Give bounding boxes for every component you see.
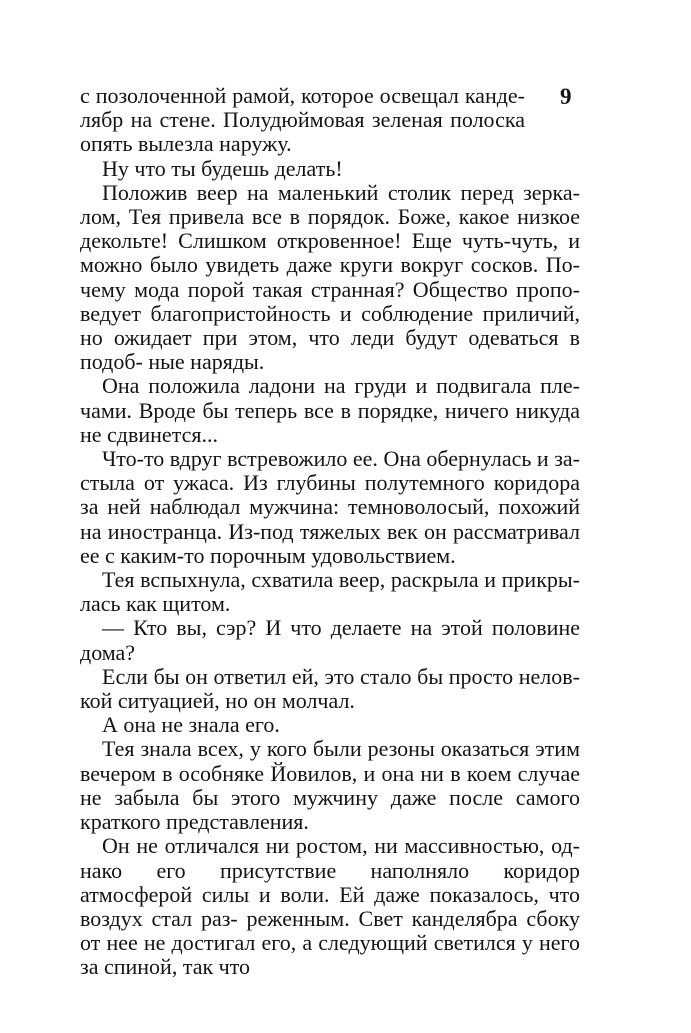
body-text <box>80 84 580 980</box>
paragraph: Ну что ты будешь делать! <box>102 155 343 181</box>
paragraph: Если бы он ответил ей, это стало бы просто нелов- кой ситуацией, но он молчал. <box>80 663 580 714</box>
paragraph: — Кто вы, сэр? И что делаете на этой половине дома? <box>80 615 580 665</box>
page-number: 9 <box>560 84 572 109</box>
paragraph: Она положила ладони на груди и подвигала пле- чами. Вроде бы теперь все в порядке, ничего никуда не сдвинется... <box>80 373 580 447</box>
paragraph: Тея вспыхнула, схватила веер, раскрыла и прикры- лась как щитом. <box>80 567 580 617</box>
paragraph: Что-то вдруг встревожило ее. Она обернулась и за- стыла от ужаса. Из глубины полутемного коридора за ней наблюдал мужчина: темноволосый, похожий на иностранца. Из-под тяжелых век он рассматривал ее с каким-то порочным удовольствием. <box>80 446 580 568</box>
paragraph: с позолоченной рамой, которое освещал канде- лябр на стене. Полудюймовая зеленая полоска опять вылезла наружу. <box>80 83 525 157</box>
paragraph: Тея знала всех, у кого были резоны оказаться этим вечером в особняке Йовилов, и она ни в коем случае не забыла бы этого мужчину даже после самого краткого представления. <box>80 736 580 835</box>
paragraph: А она не знала его. <box>102 712 280 738</box>
paragraph: Положив веер на маленький столик перед зерка- лом, Тея привела все в порядок. Боже, какое низкое декольте! Слишком откровенное! Еще чуть-чуть, и можно было увидеть даже круги вокруг сосков. По- чему мода порой такая странная? Общество пропо- ведует благопристойность и соблюдение приличий, но ожидает при этом, что леди будут одеваться в подоб- ные наряды. <box>80 179 580 375</box>
paragraph: Он не отличался ни ростом, ни массивностью, од- нако его присутствие наполняло коридор атмосферой силы и воли. Ей даже показалось, что воздух стал раз- реженным. Свет канделябра сбоку от нее не достигал его, а следующий светился у него за спиной, так что <box>80 833 580 980</box>
